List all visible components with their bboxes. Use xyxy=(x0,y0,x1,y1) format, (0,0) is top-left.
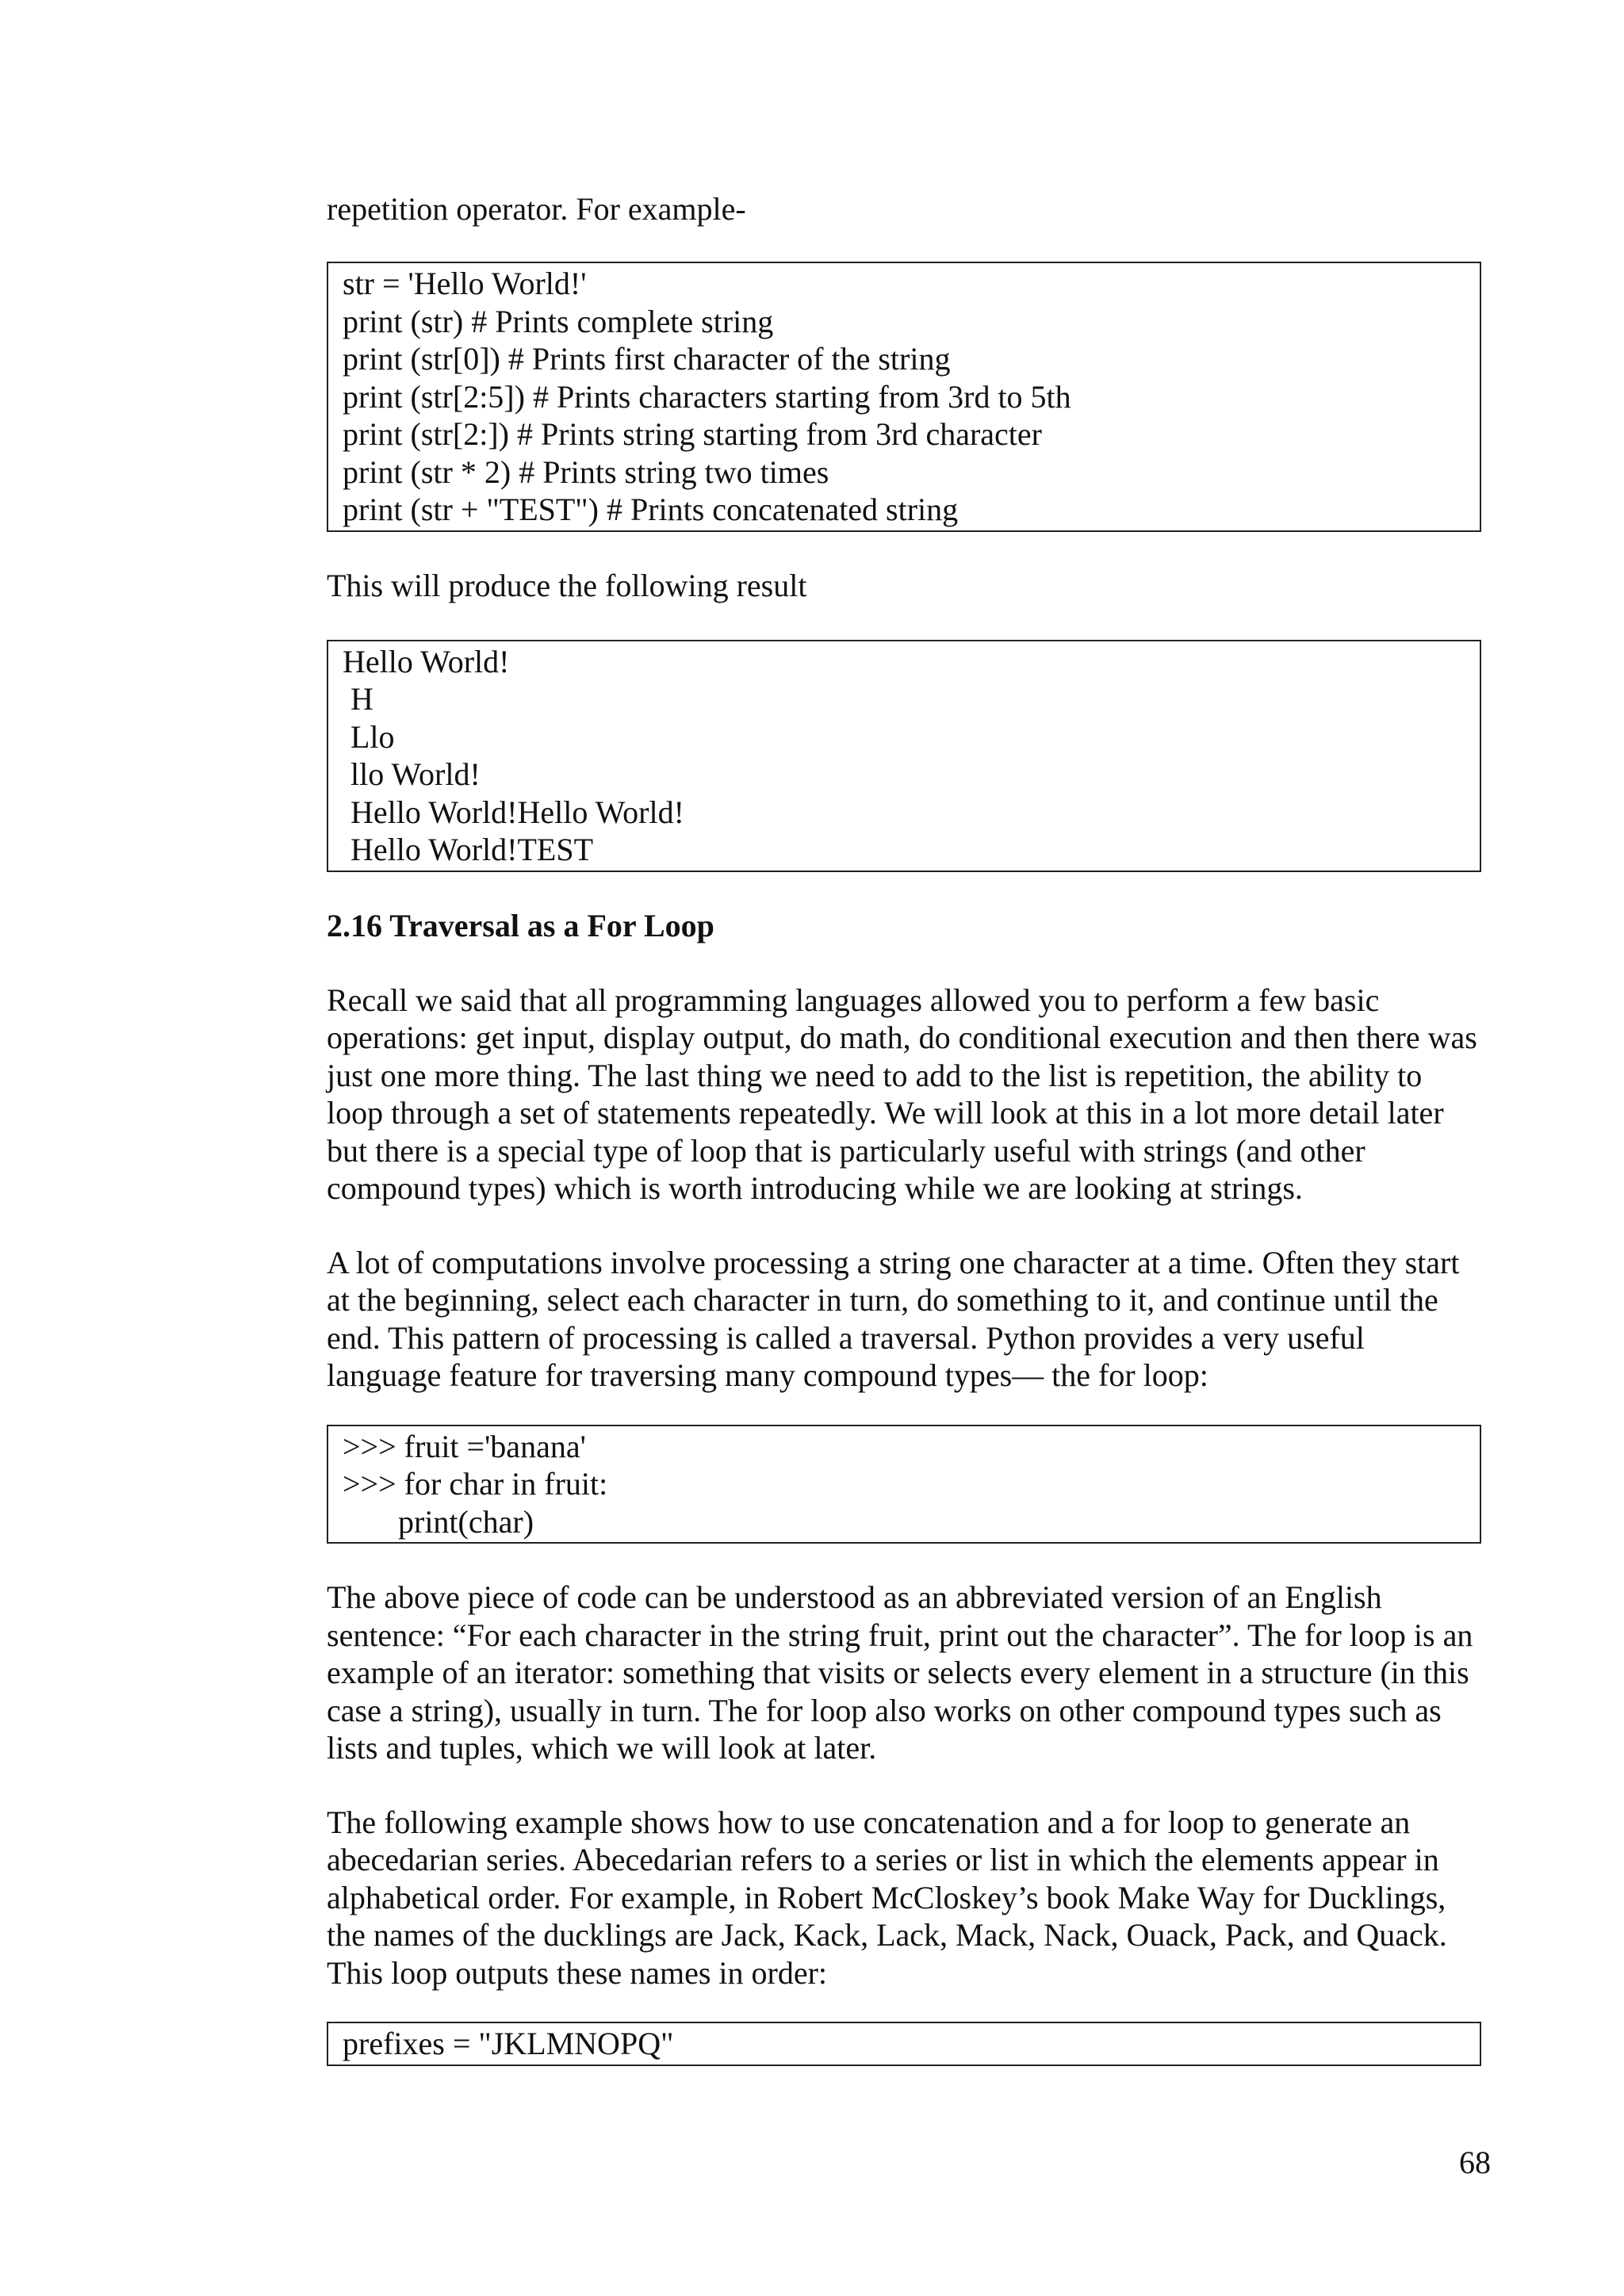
output-line: H xyxy=(343,681,373,717)
paragraph-recall: Recall we said that all programming languages allowed you to perform a few basic operations: get input, display output, do math, do conditional execution and then there was just one more thing. The last thing we need to add to the list is repetition, the ability to loop through a set of statements repeatedly. We will look at this in a lot more detail later but there is a special type of loop that is particularly useful with strings (and other compound types) which is worth introducing while we are looking at strings. xyxy=(327,982,1477,1206)
paragraph-abecedarian: The following example shows how to use concatenation and a for loop to generate an abecedarian series. Abecedarian refers to a series or list in which the elements appear in alphabetical order. For example, in Robert McCloskey’s book Make Way for Ducklings, the names of the ducklings are Jack, Kack, Lack, Mack, Nack, Ouack, Pack, and Quack. This loop outputs these names in order: xyxy=(327,1804,1447,1991)
output-line: Hello World! xyxy=(343,643,510,679)
result-intro: This will produce the following result xyxy=(327,567,807,603)
code-line: prefixes = "JKLMNOPQ" xyxy=(343,2026,674,2061)
code-line: print (str + "TEST") # Prints concatenated string xyxy=(343,492,959,527)
code-line: str = 'Hello World!' xyxy=(343,266,587,301)
page-number: 68 xyxy=(1459,2145,1491,2180)
paragraph-iterator: The above piece of code can be understood as an abbreviated version of an English sentence: “For each character in the string fruit, print out the character”. The for loop is an example of an iterator: something that visits or selects every element in a structure (in this case a string), usually in turn. The for loop also works on other compound types such as lists and tuples, which we will look at later. xyxy=(327,1579,1473,1766)
output-block xyxy=(327,640,1481,872)
section-heading: 2.16 Traversal as a For Loop xyxy=(327,907,714,943)
output-line: Hello World!TEST xyxy=(343,832,593,867)
code-block-for-loop xyxy=(327,1425,1481,1544)
code-line: print (str[2:]) # Prints string starting from 3rd character xyxy=(343,416,1042,452)
output-line: llo World! xyxy=(343,756,481,792)
code-line: >>> fruit ='banana' xyxy=(343,1428,586,1464)
code-line: print (str[2:5]) # Prints characters starting from 3rd to 5th xyxy=(343,378,1071,415)
code-line: print(char) xyxy=(343,1503,534,1540)
document-page xyxy=(327,190,1481,2066)
output-line: Llo xyxy=(343,718,395,755)
code-block-prefixes xyxy=(327,2022,1481,2066)
code-line: print (str) # Prints complete string xyxy=(343,303,774,339)
intro-line: repetition operator. For example- xyxy=(327,191,746,227)
code-block-string-ops xyxy=(327,262,1481,532)
code-line: print (str[0]) # Prints first character of the string xyxy=(343,341,951,377)
code-line: print (str * 2) # Prints string two times xyxy=(343,453,829,490)
output-line: Hello World!Hello World! xyxy=(343,794,684,830)
paragraph-traversal: A lot of computations involve processing a string one character at a time. Often they start at the beginning, select each character in turn, do something to it, and continue until the end. This pattern of processing is called a traversal. Python provides a very useful language feature for traversing many compound types— the for loop: xyxy=(327,1244,1460,1393)
code-line: >>> for char in fruit: xyxy=(343,1466,608,1502)
